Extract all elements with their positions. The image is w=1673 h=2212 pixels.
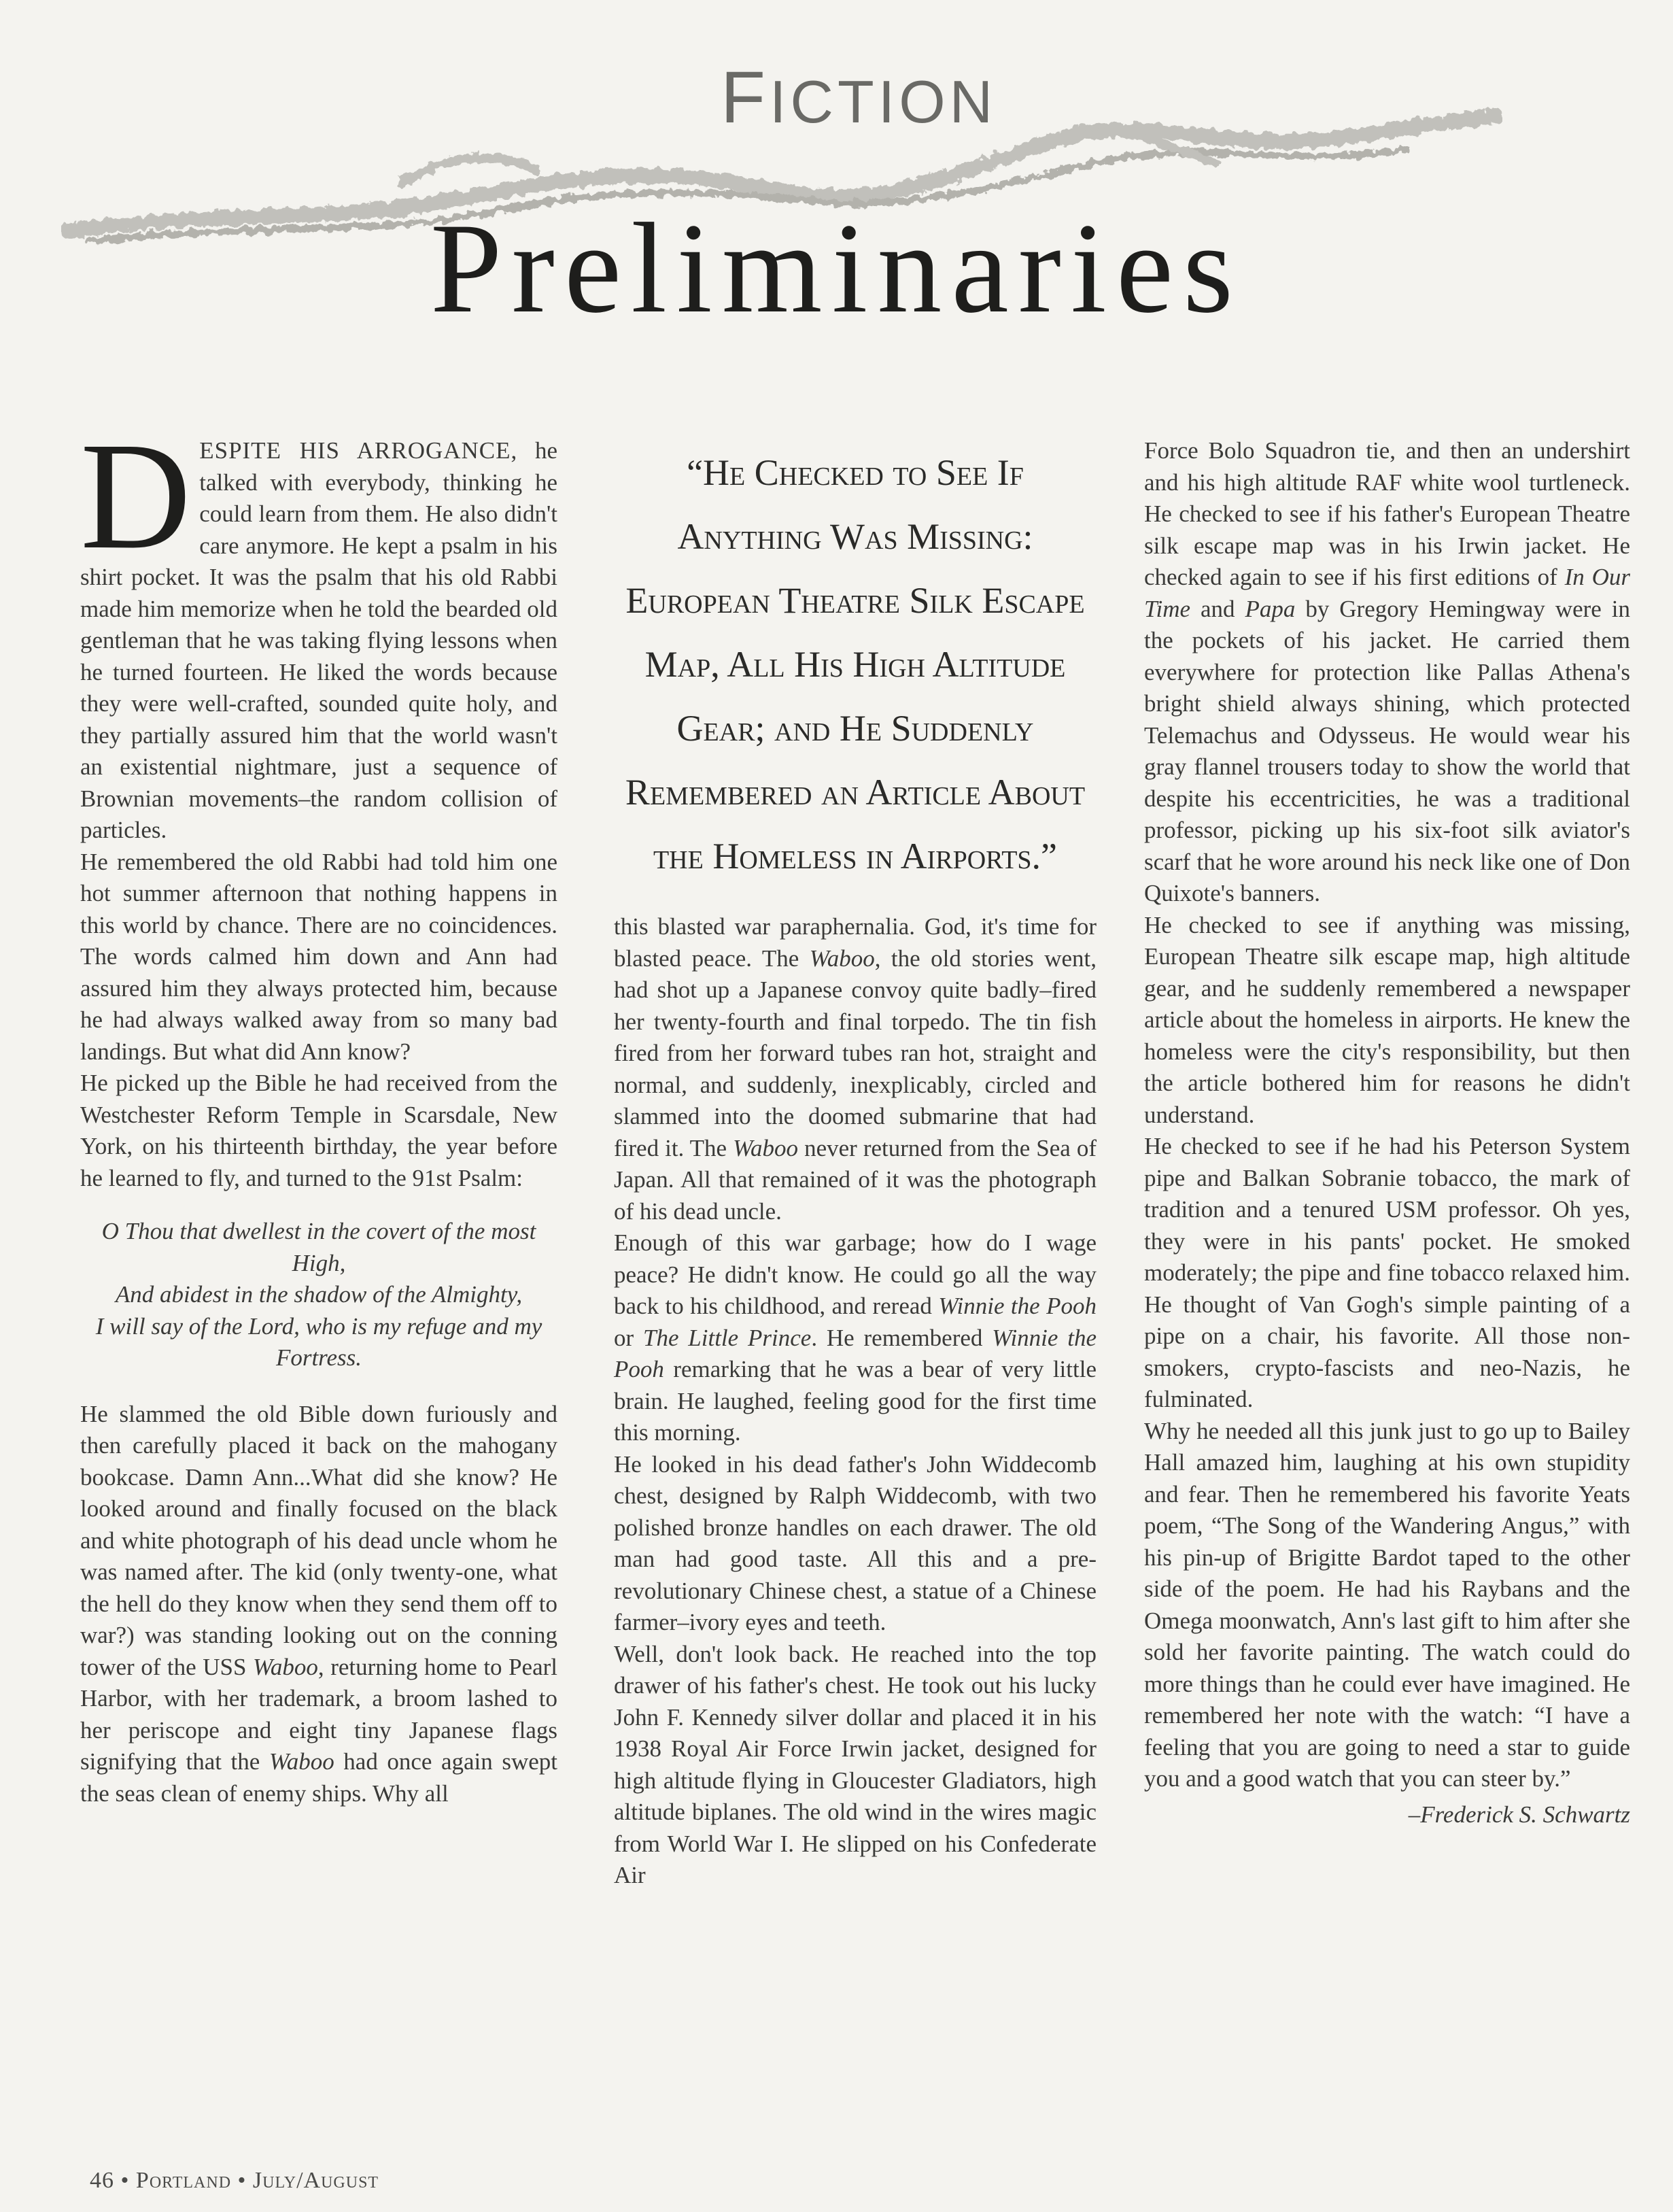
- paragraph: [80, 411, 557, 847]
- paragraph-text: , the old stories went, had shot up a Japanese convoy quite badly–fired her twenty-fourth and final torpedo. The tin fish fired from her forward tubes ran hot, straight and normal, and suddenly, inexplicably, circled and slammed into the doomed submarine that had fired it. The: [614, 945, 1097, 1161]
- page-footer: 46 • Portland • July/August: [90, 2168, 379, 2193]
- section-label-rest: ICTION: [769, 68, 997, 135]
- paragraph-text: He slammed the old Bible down furiously and then carefully placed it back on the mahogany bookcase. Damn Ann...What did she know? He looked around and finally focused on the black and white photograph of his dead uncle whom he was named after. The kid (only twenty-one, what the hell do they know when they send them off to war?) was standing looking out on the conning tower of the USS: [80, 1400, 557, 1680]
- paragraph-text: by Gregory Hemingway were in the pockets of his jacket. He carried them everywhere for protection like Pallas Athena's bright shield always shining, which protected Telemachus and Odysseus. He would wear his gray flannel trousers today to show the world that despite his eccentricities, he was a traditional professor, picking up his six-foot silk aviator's scarf that he wore around his neck like one of Don Quixote's banners.: [1144, 595, 1630, 906]
- paragraph: [614, 1227, 1097, 1449]
- book-title: The Little Prince: [642, 1324, 812, 1351]
- ship-name: Waboo: [733, 1134, 799, 1161]
- paragraph-text: never returned from the Sea of Japan. All that remained of it was the photograph of his dead uncle.: [614, 1134, 1097, 1225]
- paragraph-text: Force Bolo Squadron tie, and then an undershirt and his high altitude RAF white wool turtleneck. He checked to see if his father's European Theatre silk escape map was in his Irwin jacket. He checked again to see if his first editions of: [1144, 437, 1630, 590]
- section-label-initial: F: [721, 56, 770, 138]
- paragraph-text: . He remembered: [811, 1324, 993, 1351]
- book-title: Winnie the Pooh: [614, 1324, 1097, 1382]
- article-column-2: [614, 435, 1097, 1892]
- paragraph: [80, 1399, 557, 1810]
- ship-name: Waboo: [269, 1748, 334, 1775]
- paragraph: Why he needed all this junk just to go up to Bailey Hall amazed him, laughing at his own stupidity and fear. Then he remembered his favorite Yeats poem, “The Song of the Wandering Angus,” with his pin-up of Brigitte Bardot taped to the other side of the poem. He had his Raybans and the Omega moonwatch, Ann's last gift to him after she sold her favorite painting. The watch could do more things than he could ever have imagined. He remembered her note with the watch: “I have a feeling that you are going to need a star to guide you and a good watch that you can steer by.”: [1144, 1417, 1630, 1792]
- paragraph-text: remarking that he was a bear of very little brain. He laughed, feeling good for the first time this morning.: [614, 1356, 1097, 1446]
- paragraph: He picked up the Bible he had received from the Westchester Reform Temple in Scarsdale, New York, on his thirteenth birthday, the year before he learned to fly, and turned to the 91st Psalm:: [80, 1070, 557, 1191]
- pull-quote: “He Checked to See If Anything Was Missing: European Theatre Silk Escape Map, All His High Altitude Gear; and He Suddenly Remembered an Article About the Homeless in Airports.”: [625, 452, 1086, 877]
- paragraph-text: had once again swept the seas clean of enemy ships. Why all: [80, 1748, 557, 1807]
- book-title: Papa: [1245, 595, 1296, 622]
- drop-cap: D: [80, 411, 192, 581]
- article-column-1: [80, 411, 557, 1809]
- paragraph: He looked in his dead father's John Widdecomb chest, designed by Ralph Widdecomb, with two polished bronze handles on each drawer. The old man had good taste. All this and a pre-revolutionary Chinese chest, a statue of a Chinese farmer–ivory eyes and teeth.: [614, 1450, 1097, 1635]
- ship-name: Waboo: [809, 945, 875, 972]
- psalm-line: I will say of the Lord, who is my refuge and my Fortress.: [95, 1312, 542, 1371]
- book-title: Winnie the Pooh: [938, 1293, 1097, 1319]
- paragraph-text: , returning home to Pearl Harbor, with her trademark, a broom lashed to her periscope and eight tiny Japanese flags signifying that the: [80, 1653, 557, 1775]
- book-title: In Our Time: [1144, 564, 1630, 622]
- author-signature: –Frederick S. Schwartz: [1408, 1801, 1630, 1828]
- paragraph: He checked to see if anything was missing, European Theatre silk escape map, high altitude gear, and he suddenly remembered a newspaper article about the homeless in airports. He knew the homeless were the city's responsibility, but then the article bothered him for reasons he didn't understand.: [1144, 911, 1630, 1128]
- paragraph: [614, 911, 1097, 1227]
- psalm-quote: [94, 1216, 544, 1374]
- paragraph: Well, don't look back. He reached into the top drawer of his father's chest. He took out his lucky John F. Kennedy silver dollar and placed it in his 1938 Royal Air Force Irwin jacket, designed for high altitude flying in Gloucester Gladiators, high altitude biplanes. The old wind in the wires magic from World War I. He slipped on his Confederate Air: [614, 1640, 1097, 1888]
- psalm-line: O Thou that dwellest in the covert of the most High,: [101, 1218, 536, 1276]
- ship-name: Waboo: [252, 1653, 318, 1680]
- paragraph-text: he talked with everybody, thinking he could learn from them. He also didn't care anymore. He kept a psalm in his shirt pocket. It was the psalm that his old Rabbi made him memorize when he told the bearded old gentleman that he was taking flying lessons when he turned fourteen. He liked the words because they were well-crafted, sounded quite holy, and they partially assured him that the world wasn't an existential nightmare, just a sequence of Brownian movements–the random collision of particles.: [80, 437, 557, 843]
- paragraph: He remembered the old Rabbi had told him one hot summer afternoon that nothing happens in this world by chance. There are no coincidences. The words calmed him down and Ann had assured him they always protected him, because he had always walked away from so many bad landings. But what did Ann know?: [80, 848, 557, 1065]
- paragraph-text: this blasted war paraphernalia. God, it's time for blasted peace. The: [614, 913, 1097, 972]
- paragraph: [1144, 435, 1630, 910]
- paragraph-text: and: [1190, 595, 1245, 622]
- paragraph-text: or: [614, 1324, 643, 1351]
- lead-in: ESPITE HIS ARROGANCE,: [199, 437, 518, 464]
- page-title: Preliminaries: [430, 197, 1243, 340]
- article-column-3: [1144, 435, 1630, 1831]
- paragraph-text: Enough of this war garbage; how do I wage peace? He didn't know. He could go all the way back to his childhood, and reread: [614, 1229, 1097, 1319]
- paragraph: He checked to see if he had his Peterson System pipe and Balkan Sobranie tobacco, the mark of tradition and a tenured USM professor. Oh yes, they were in his pants' pocket. He smoked moderately; the pipe and fine tobacco relaxed him. He thought of Van Gogh's simple painting of a pipe on a chair, his favorite. All those non-smokers, crypto-fascists and neo-Nazis, he fulminated.: [1144, 1133, 1630, 1412]
- psalm-line: And abidest in the shadow of the Almighty,: [115, 1281, 523, 1308]
